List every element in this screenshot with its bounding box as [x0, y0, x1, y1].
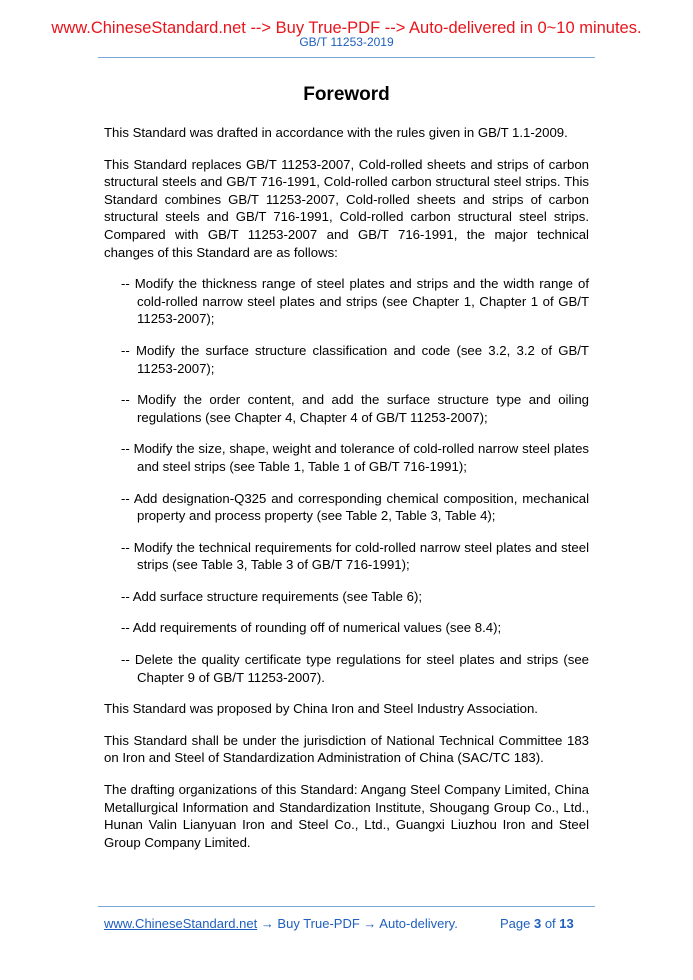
change-item: -- Add surface structure requirements (see Table 6);: [121, 588, 423, 604]
change-item: -- Modify the surface structure classification and code (see 3.2, 3.2 of GB/T 11253-2007);: [121, 342, 589, 376]
page-title: Foreword: [303, 84, 390, 105]
footer-buy-link[interactable]: [104, 916, 458, 932]
paragraph-replacement: This Standard replaces GB/T 11253-2007, Cold-rolled sheets and strips of carbon structural steels and GB/T 716-1991, Cold-rolled carbon structural steel strips. This Standard combines GB/T 11253-2007, Cold-rolled sheets and strips of carbon structural steels and GB/T 716-1991, Cold-rolled carbon structural steel strips. Compared with GB/T 11253-2007 and GB/T 716-1991, the major technical changes of this Standard are as follows:: [104, 156, 589, 260]
paragraph-drafting-organizations: The drafting organizations of this Standard: Angang Steel Company Limited, China Metallurgical Information and Standardization Institute, Shougang Group Co., Ltd., Hunan Valin Lianyuan Iron and Steel Co., Ltd., Guangxi Liuzhou Iron and Steel Group Company Limited.: [104, 782, 589, 850]
paragraph-jurisdiction: This Standard shall be under the jurisdiction of National Technical Committee 183 on Iron and Steel of Standardization Administration of China (SAC/TC 183).: [104, 732, 589, 766]
standard-number-header: GB/T 11253-2019: [299, 35, 394, 49]
footer-buy-text[interactable]: → Buy True-PDF → Auto-delivery.: [257, 916, 458, 931]
change-item: -- Modify the technical requirements for cold-rolled narrow steel plates and steel strips (see Table 3, Table 3 of GB/T 716-1991);: [121, 539, 589, 573]
footer-site-url[interactable]: www.ChineseStandard.net: [104, 916, 258, 931]
top-banner-link[interactable]: www.ChineseStandard.net --> Buy True-PDF --> Auto-delivered in 0~10 minutes.: [51, 19, 642, 37]
page-current: 3: [533, 916, 542, 931]
page-of: of: [541, 916, 560, 931]
change-item: -- Modify the thickness range of steel plates and strips and the width range of cold-rolled narrow steel plates and strips (see Chapter 1, Chapter 1 of GB/T 11253-2007);: [121, 276, 589, 327]
page-total: 13: [559, 916, 574, 931]
paragraph-drafting-rules: This Standard was drafted in accordance with the rules given in GB/T 1.1-2009.: [104, 125, 568, 140]
change-item: -- Add requirements of rounding off of numerical values (see 8.4);: [121, 620, 502, 636]
change-item: -- Modify the size, shape, weight and tolerance of cold-rolled narrow steel plates and steel strips (see Table 1, Table 1 of GB/T 716-1991);: [121, 441, 589, 474]
foreword-body: [104, 124, 589, 865]
header-divider: [98, 57, 595, 58]
footer-divider: [98, 906, 595, 907]
page-number: [500, 916, 574, 932]
change-item: -- Add designation-Q325 and corresponding chemical composition, mechanical property and process property (see Table 2, Table 3, Table 4);: [121, 490, 589, 524]
change-item: -- Delete the quality certificate type regulations for steel plates and strips (see Chapter 9 of GB/T 11253-2007).: [121, 652, 589, 685]
page-word: Page: [500, 916, 534, 931]
paragraph-proposed-by: This Standard was proposed by China Iron and Steel Industry Association.: [104, 701, 538, 717]
change-item: -- Modify the order content, and add the surface structure type and oiling regulations (see Chapter 4, Chapter 4 of GB/T 11253-2007);: [121, 392, 589, 425]
